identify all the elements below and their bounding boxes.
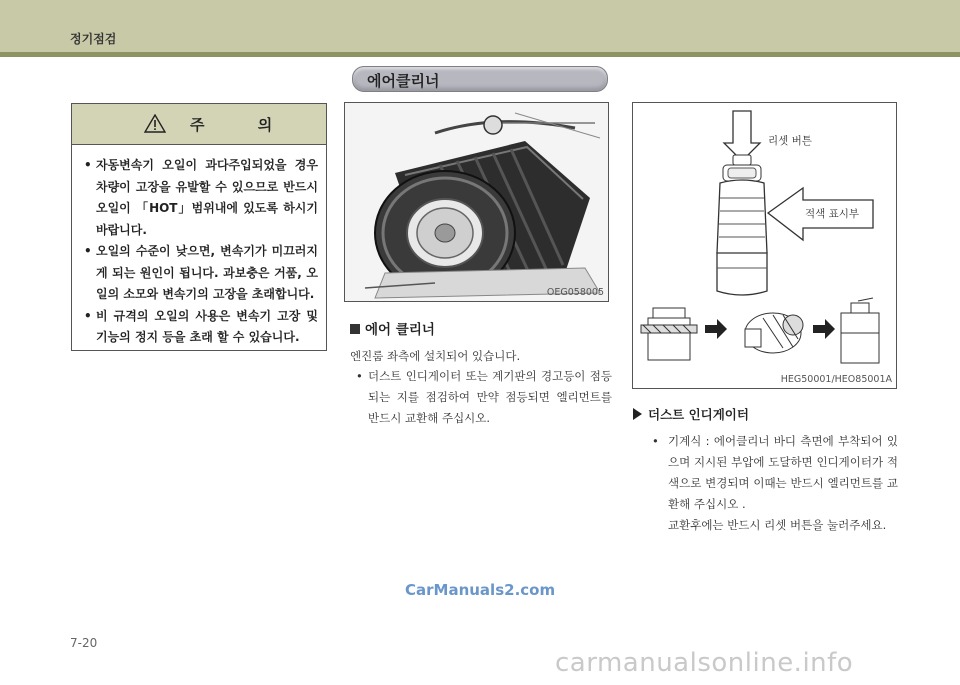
page-number: 7-20 bbox=[70, 636, 98, 650]
square-bullet-icon bbox=[350, 324, 360, 334]
dust-indicator-heading: 더스트 인디게이터 bbox=[630, 405, 898, 423]
watermark-site-link[interactable]: CarManuals2.com bbox=[405, 581, 556, 599]
indicator-label: 적색 표시부 bbox=[805, 208, 860, 220]
warning-triangle-icon bbox=[144, 114, 166, 133]
reset-button-label: 리셋 버튼 bbox=[768, 135, 812, 147]
caution-box bbox=[71, 103, 327, 351]
caution-item: • 오일의 수준이 낮으면, 변속기가 미끄러지게 되는 원인이 됩니다. 과보충은 거품, 오일의 소모와 변속기의 고장을 초래합니다. bbox=[84, 241, 318, 306]
air-cleaner-section bbox=[350, 318, 612, 429]
header-band bbox=[0, 0, 960, 52]
dust-indicator-section bbox=[630, 405, 898, 536]
air-cleaner-heading: 에어 클리너 bbox=[350, 318, 612, 338]
section-title: 에어클리너 bbox=[367, 72, 440, 90]
air-cleaner-intro: 엔진룸 좌측에 설치되어 있습니다. bbox=[350, 349, 521, 363]
chapter-title: 정기점검 bbox=[70, 32, 117, 46]
caution-title: 주 의 bbox=[190, 116, 297, 134]
triangle-bullet-icon bbox=[633, 408, 642, 420]
dust-indicator-bullet: • 기계식 : 에어클리너 바디 측면에 부착되어 있으며 지시된 부압에 도달하면 인디게이터가 적색으로 변경되며 이때는 반드시 엘리먼트를 교환해 주십시오 . bbox=[630, 431, 898, 515]
dust-indicator-note: 교환후에는 반드시 리셋 버튼을 눌러주세요. bbox=[668, 518, 887, 532]
watermark-online: carmanualsonline.info bbox=[555, 648, 854, 678]
dust-indicator-diagram bbox=[632, 102, 897, 389]
caution-item: • 자동변속기 오일이 과다주입되었을 경우 차량이 고장을 유발할 수 있으므로 반드시 오일이 「HOT」범위내에 있도록 하시기 바랍니다. bbox=[84, 155, 318, 241]
air-cleaner-bullet: • 더스트 인디게이터 또는 계기판의 경고등이 점등되는 지를 점검하여 만약 점등되면 엘리먼트를 반드시 교환해 주십시오. bbox=[350, 366, 612, 429]
header-divider bbox=[0, 52, 960, 57]
air-cleaner-photo bbox=[344, 102, 609, 302]
caution-header bbox=[72, 104, 326, 145]
dust-indicator-illustration bbox=[633, 103, 896, 388]
caution-list bbox=[72, 145, 326, 349]
photo-code: OEG058005 bbox=[546, 287, 604, 298]
diagram-code: HEG50001/HEO85001A bbox=[780, 374, 892, 385]
caution-item: • 비 규격의 오일의 사용은 변속기 고장 및 기능의 정지 등을 초래 할 수 있습니다. bbox=[84, 306, 318, 349]
air-cleaner-illustration bbox=[345, 103, 608, 301]
section-title-pill bbox=[352, 66, 608, 92]
